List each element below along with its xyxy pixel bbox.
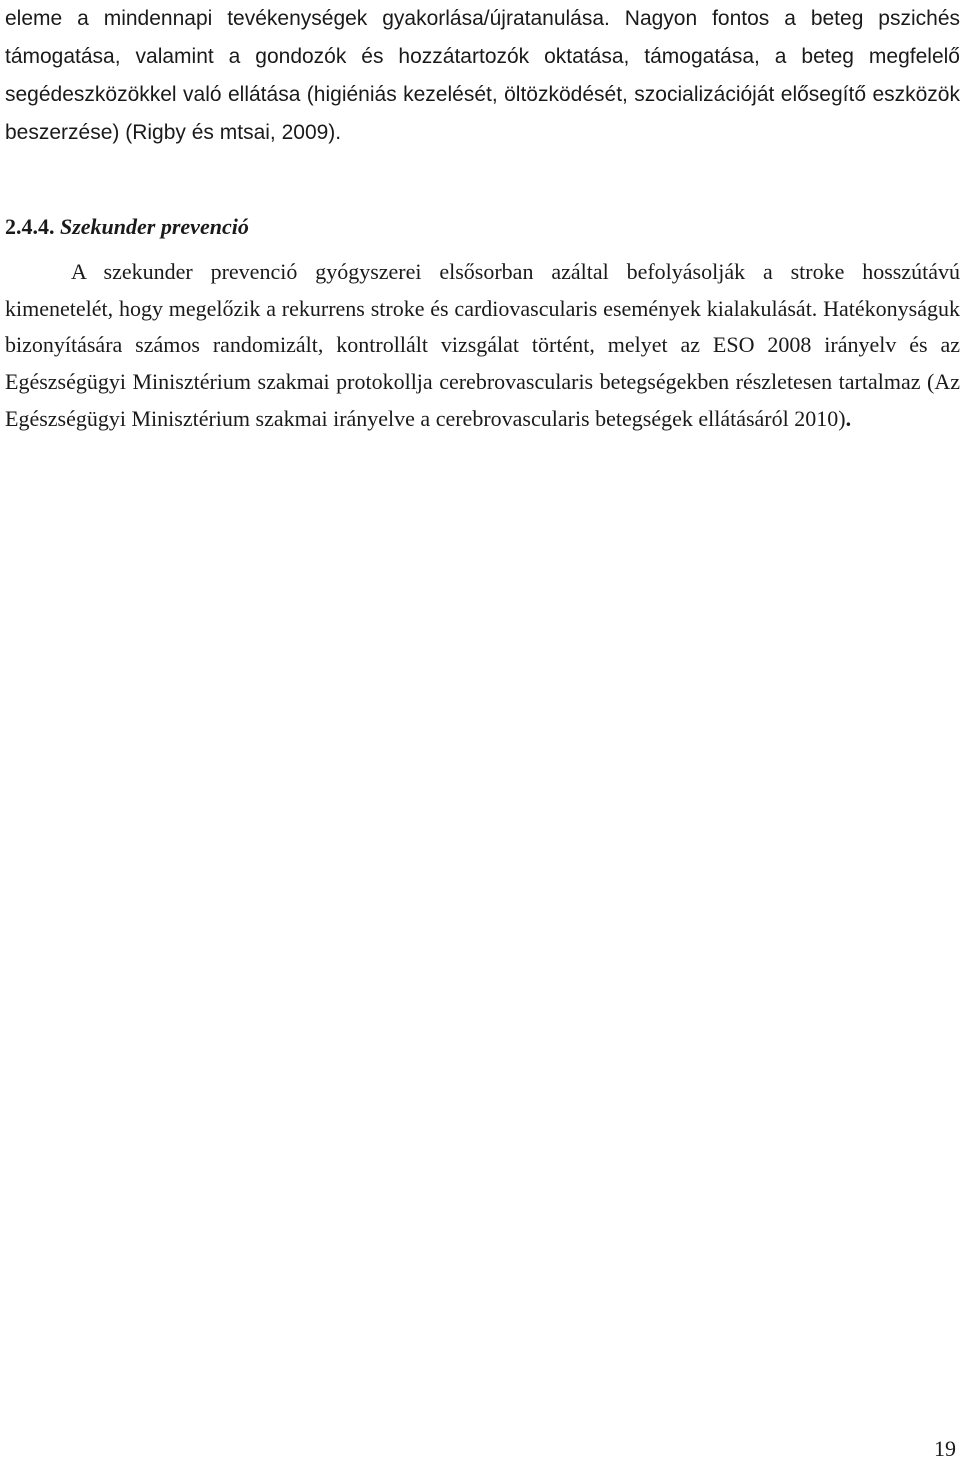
section-title: Szekunder prevenció xyxy=(60,214,249,239)
section-paragraph-text: A szekunder prevenció gyógyszerei elsősorban azáltal befolyásolják a stroke hosszútávú kimenetelét, hogy megelőzik a rekurrens stroke és cardiovascularis események kialakulását. Hatékonyságuk bizonyítására számos randomizált, kontrollált vizsgálat történt, melyet az ESO 2008 irányelv és az Egészségügyi Minisztérium szakmai protokollja cerebrovascularis betegségekben részletesen tartalmaz (Az Egészségügyi Minisztérium szakmai irányelve a cerebrovascularis betegségek ellátásáról 2010) xyxy=(5,259,960,431)
section-heading xyxy=(5,212,249,242)
section-number: 2.4.4. xyxy=(5,214,55,239)
section-paragraph xyxy=(5,254,960,438)
section-paragraph-end: . xyxy=(845,405,852,431)
document-page xyxy=(5,0,960,431)
intro-paragraph: eleme a mindennapi tevékenységek gyakorlása/újratanulása. Nagyon fontos a beteg pszichés támogatása, valamint a gondozók és hozzátartozók oktatása, támogatása, a beteg megfelelő segédeszközökkel való ellátása (higiéniás kezelését, öltözködését, szocializációját elősegítő eszközök beszerzése) (Rigby és mtsai, 2009). xyxy=(5,7,960,144)
page-number: 19 xyxy=(934,1436,956,1461)
